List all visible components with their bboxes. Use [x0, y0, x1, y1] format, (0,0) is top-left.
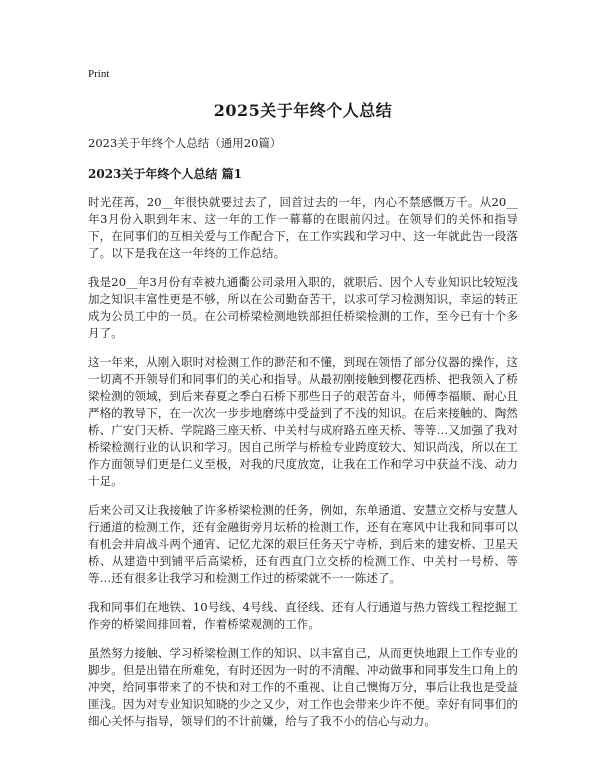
page-title: 2025关于年终个人总结	[213, 101, 393, 120]
paragraph-6: 虽然努力接触、学习桥梁检测工作的知识、以丰富自己，从而更快地跟上工作专业的脚步。但是出错在所难免，有时还因为一时的不清醒、冲动做事和同事发生口角上的冲突，给同事带来了的不快和对工作的不重视、让自己懊悔万分，事后让我也是受益匪浅。因为对专业知识知晓的少之又少，对工作也会带来少许不便。幸好有同事们的细心关怀与指导，领导们的不计前嫌，给与了我不小的信心与动力。	[88, 646, 518, 728]
paragraph-1: 时光荏苒，20__年很快就要过去了，回首过去的一年，内心不禁感慨万千。从20__年3月份入职到年末、这一年的工作一幕幕的在眼前闪过。在领导们的关怀和指导下，在同事们的互相关爱与工作配合下，在工作实践和学习中、这一年就此告一段落了。以下是我在这一年终的工作总结。	[88, 195, 518, 260]
document-page	[88, 68, 518, 742]
paragraph-5: 我和同事们在地铁、10号线、4号线、直径线、还有人行通道与热力管线工程挖掘工作旁的桥梁间排回着，作着桥梁观测的工作。	[88, 600, 518, 631]
section-heading: 2023关于年终个人总结 篇1	[88, 167, 242, 181]
document-subtitle: 2023关于年终个人总结（通用20篇）	[88, 136, 282, 150]
paragraph-4: 后来公司又让我接触了许多桥梁检测的任务，例如，东单通道、安慧立交桥与安慧人行通道的检测工作，还有金融街旁月坛桥的检测工作，还有在寒风中让我和同事可以有机会并肩战斗两个通宵、记忆尤深的艰巨任务天宁寺桥，到后来的建安桥、卫星天桥、从建造中到铺平后高梁桥，还有西直门立交桥的检测工作、中关村一号桥、等等…还有很多让我学习和检测工作过的桥梁就不一一陈述了。	[88, 503, 518, 585]
paragraph-2: 我是20__年3月份有幸被九通衢公司录用入职的，就职后、因个人专业知识比较短浅加之知识丰富性更是不够，所以在公司勤奋苦干，以求可学习检测知识，幸运的转正成为公员工中的一员。在公司桥梁检测地铁部担任桥梁检测的工作，至今已有十个多月了。	[88, 275, 518, 340]
paragraph-3: 这一年来，从刚入职时对检测工作的渺茫和不懂，到现在领悟了部分仪器的操作，这一切离不开领导们和同事们的关心和指导。从最初刚接触到樱花西桥、把我领入了桥梁检测的领域，到后来春夏之季白石桥下那些日子的艰苦奋斗，师傅李福顺、耐心且严格的教导下，在一次次一步步地磨练中受益到了不浅的知识。在后来接触的、陶然桥、广安门天桥、学院路三座天桥、中关村与成府路五座天桥、等等…又加强了我对桥梁检测行业的认识和学习。因自己所学与桥检专业跨度较大、知识尚浅，所以在工作方面领导们更是仁义至极，对我的尺度放宽，让我在工作和学习中获益不浅、动力十足。	[88, 355, 518, 488]
print-label: Print	[88, 68, 110, 80]
